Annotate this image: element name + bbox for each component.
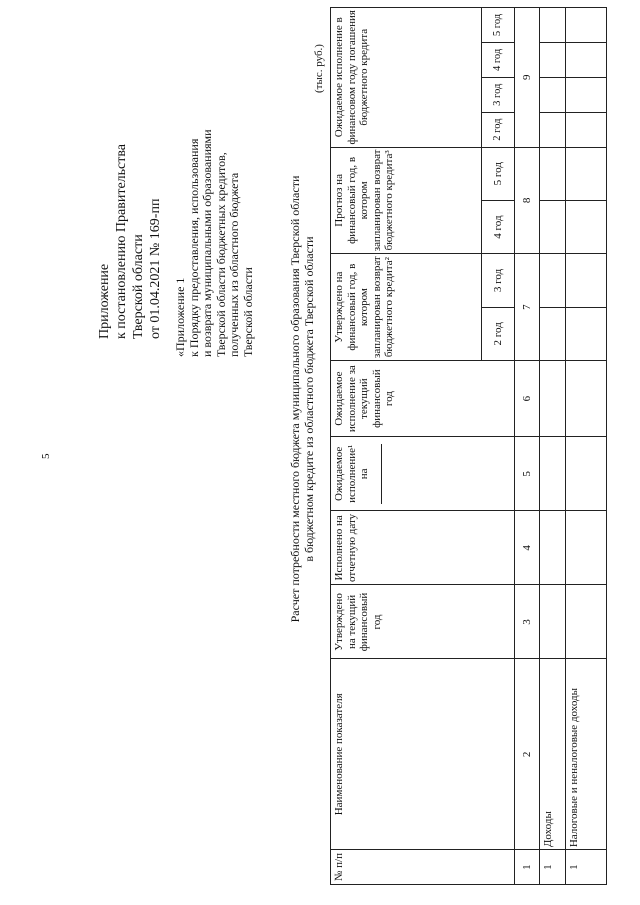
header-expected-repay: Ожидаемое исполнение в финансовом году погашения бюджетного кредита	[331, 8, 482, 148]
cell	[566, 200, 607, 253]
cell	[540, 585, 566, 659]
cell	[566, 361, 607, 437]
cell	[540, 112, 566, 147]
title-line-1: Расчет потребности местного бюджета муниципального образования Тверской области	[288, 175, 302, 623]
col-number: 6	[515, 361, 540, 437]
sub-exp-year-4: 4 год	[482, 42, 515, 77]
cell	[540, 307, 566, 360]
sub-year-3: 3 год	[482, 254, 515, 307]
cell	[566, 307, 607, 360]
table-row	[540, 8, 566, 885]
annex-line: и возврата муниципальными образованиями	[200, 129, 214, 357]
header-expected-exec	[331, 437, 515, 511]
cell	[566, 8, 607, 43]
header-forecast-repay: Прогноз на финансовый год, в котором запланирован возврат бюджетного кредита³	[331, 147, 482, 254]
page-number: 5	[40, 453, 52, 459]
appendix-line: от 01.04.2021 № 169-пп	[148, 198, 163, 339]
cell	[540, 147, 566, 200]
date-blank-line	[371, 444, 382, 504]
annex-line: Тверской области бюджетных кредитов,	[213, 152, 228, 357]
header-approved-repay: Утверждено на финансовый год, в котором запланирован возврат бюджетного кредита²	[331, 254, 482, 361]
cell	[540, 254, 566, 307]
row-name: Доходы	[540, 659, 566, 850]
cell	[540, 77, 566, 112]
annex-block	[174, 129, 255, 357]
annex-line: Тверской области	[240, 267, 255, 357]
title-line-2: в бюджетном кредите из областного бюджета Тверской области	[302, 236, 316, 562]
row-num: 1	[540, 850, 566, 885]
col-number: 8	[515, 147, 540, 254]
cell	[566, 77, 607, 112]
col-number: 4	[515, 511, 540, 585]
annex-line: к Порядку предоставления, использования	[186, 138, 201, 357]
annex-line: полученных из областного бюджета	[227, 172, 241, 357]
annex-line: «Приложение 1	[173, 277, 187, 357]
row-num: 1	[566, 850, 607, 885]
calculation-table	[330, 7, 607, 885]
cell	[540, 511, 566, 585]
appendix-line: Приложение	[97, 263, 112, 339]
appendix-block	[96, 144, 164, 339]
header-name: Наименование показателя	[331, 659, 515, 850]
header-executed: Исполнено на отчетную дату	[331, 511, 515, 585]
sub-exp-year-5: 5 год	[482, 8, 515, 43]
cell	[566, 585, 607, 659]
header-approved: Утверждено на текущий финансовый год	[331, 585, 515, 659]
header-expected-current: Ожидаемое исполнение за текущий финансовый год	[331, 361, 515, 437]
cell	[540, 437, 566, 511]
header-expected-exec-text: Ожидаемое исполнение¹ на	[333, 444, 370, 503]
col-number: 1	[515, 850, 540, 885]
document-title	[288, 79, 316, 719]
table-row	[566, 8, 607, 885]
appendix-line: Тверской области	[131, 234, 146, 339]
cell	[540, 200, 566, 253]
cell	[566, 112, 607, 147]
sub-year-2: 2 год	[482, 307, 515, 360]
cell	[566, 437, 607, 511]
sub-year-5: 5 год	[482, 147, 515, 200]
cell	[540, 8, 566, 43]
row-name: Налоговые и неналоговые доходы	[566, 659, 607, 850]
header-num: № п/п	[331, 850, 515, 885]
sub-year-4: 4 год	[482, 200, 515, 253]
col-number: 2	[515, 659, 540, 850]
appendix-line: к постановлению Правительства	[114, 143, 129, 339]
col-number: 5	[515, 437, 540, 511]
col-number: 7	[515, 254, 540, 361]
cell	[566, 147, 607, 200]
cell	[566, 42, 607, 77]
sub-exp-year-2: 2 год	[482, 112, 515, 147]
cell	[566, 511, 607, 585]
cell	[566, 254, 607, 307]
col-number: 9	[515, 8, 540, 148]
units-label: (тыс. руб.)	[313, 44, 325, 93]
cell	[540, 42, 566, 77]
cell	[540, 361, 566, 437]
sub-exp-year-3: 3 год	[482, 77, 515, 112]
col-number: 3	[515, 585, 540, 659]
